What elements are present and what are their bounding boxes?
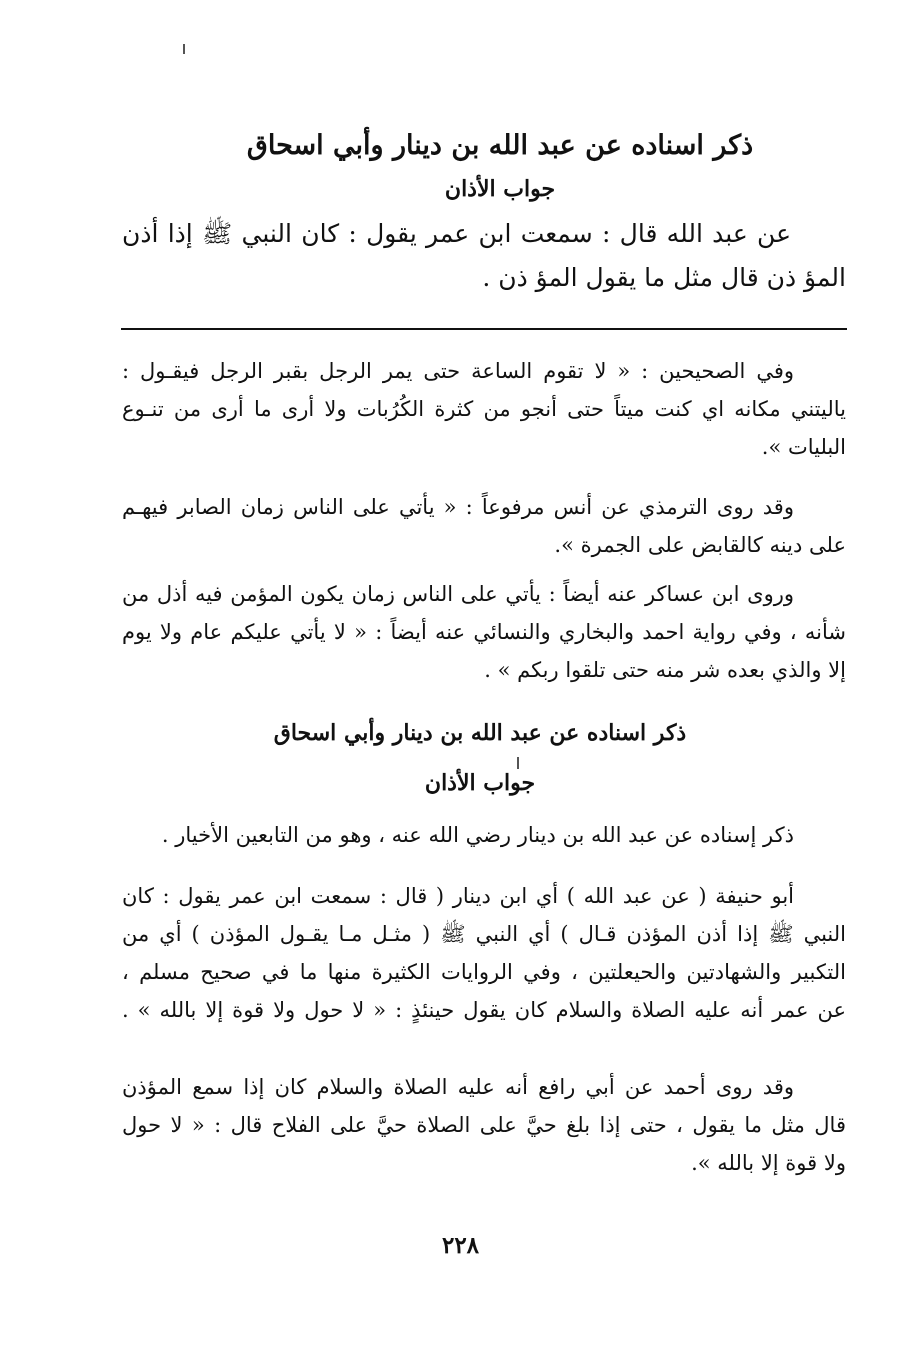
page-subheading: جواب الأذان <box>444 176 556 202</box>
footnote-divider <box>121 328 847 330</box>
text-line: المؤ ذن قال مثل ما يقول المؤ ذن . <box>482 263 846 292</box>
paragraph-2 <box>122 1068 846 1182</box>
text-line: التكبير والشهادتين والحيعلتين ، وفي الروايات الكثيرة منها ما في صحيح مسلم ، <box>122 960 846 984</box>
text-line: قال مثل ما يقول ، حتى إذا بلغ حيَّ على الصلاة حيَّ على الفلاح قال : « لا حول <box>122 1113 846 1137</box>
footnote-3 <box>122 575 846 689</box>
text-line: النبي ﷺ إذا أذن المؤذن قـال ) أي النبي ﷺ ( مثـل مـا يقـول المؤذن ) أي من <box>122 922 846 946</box>
footnote-line: وقد روى الترمذي عن أنس مرفوعاً : « يأتي على الناس زمان الصابر فيهـم <box>122 495 794 519</box>
paragraph-1 <box>122 877 846 1029</box>
main-text <box>122 212 846 300</box>
footnote-line: وفي الصحيحين : « لا تقوم الساعة حتى يمر الرجل بقبر الرجل فيقـول : <box>122 359 794 383</box>
scan-mark <box>517 757 519 769</box>
text-line: وقد روى أحمد عن أبي رافع أنه عليه الصلاة والسلام كان إذا سمع المؤذن <box>122 1075 794 1099</box>
scan-mark <box>183 44 185 54</box>
footnote-1 <box>122 352 846 466</box>
footnote-line: إلا والذي بعده شر منه حتى تلقوا ربكم » . <box>484 658 846 682</box>
footnote-line: شأنه ، وفي رواية احمد والبخاري والنسائي عنه أيضاً : « لا يأتي عليكم عام ولا يوم <box>122 620 846 644</box>
text-line: ولا قوة إلا بالله ». <box>691 1151 846 1175</box>
section-heading: ذكر اسناده عن عبد الله بن دينار وأبي اسحاق <box>273 720 687 746</box>
text-line: أبو حنيفة ( عن عبد الله ) أي ابن دينار ( قال : سمعت ابن عمر يقول : كان <box>122 884 794 908</box>
footnote-line: على دينه كالقابض على الجمرة ». <box>554 533 846 557</box>
page-heading: ذكر اسناده عن عبد الله بن دينار وأبي اسحاق <box>246 130 754 161</box>
section-intro <box>122 816 846 854</box>
footnote-line: ياليتني مكانه اي كنت ميتاً حتى أنجو من كثرة الكُرُبات ولا أرى ما أرى من تنـوع <box>122 397 846 421</box>
footnote-2 <box>122 488 846 564</box>
footnote-line: البليات ». <box>761 435 846 459</box>
text-line: عن عمر أنه عليه الصلاة والسلام كان يقول حينئذٍ : « لا حول ولا قوة إلا بالله » . <box>122 998 846 1022</box>
page-number: ٢٢٨ <box>441 1232 480 1259</box>
text-line: عن عبد الله قال : سمعت ابن عمر يقول : كان النبي ﷺ إذا أذن <box>122 219 791 248</box>
footnote-line: وروى ابن عساكر عنه أيضاً : يأتي على الناس زمان يكون المؤمن فيه أذل من <box>122 582 794 606</box>
section-subheading: جواب الأذان <box>424 770 536 796</box>
text-line: ذكر إسناده عن عبد الله بن دينار رضي الله عنه ، وهو من التابعين الأخيار . <box>161 823 794 847</box>
